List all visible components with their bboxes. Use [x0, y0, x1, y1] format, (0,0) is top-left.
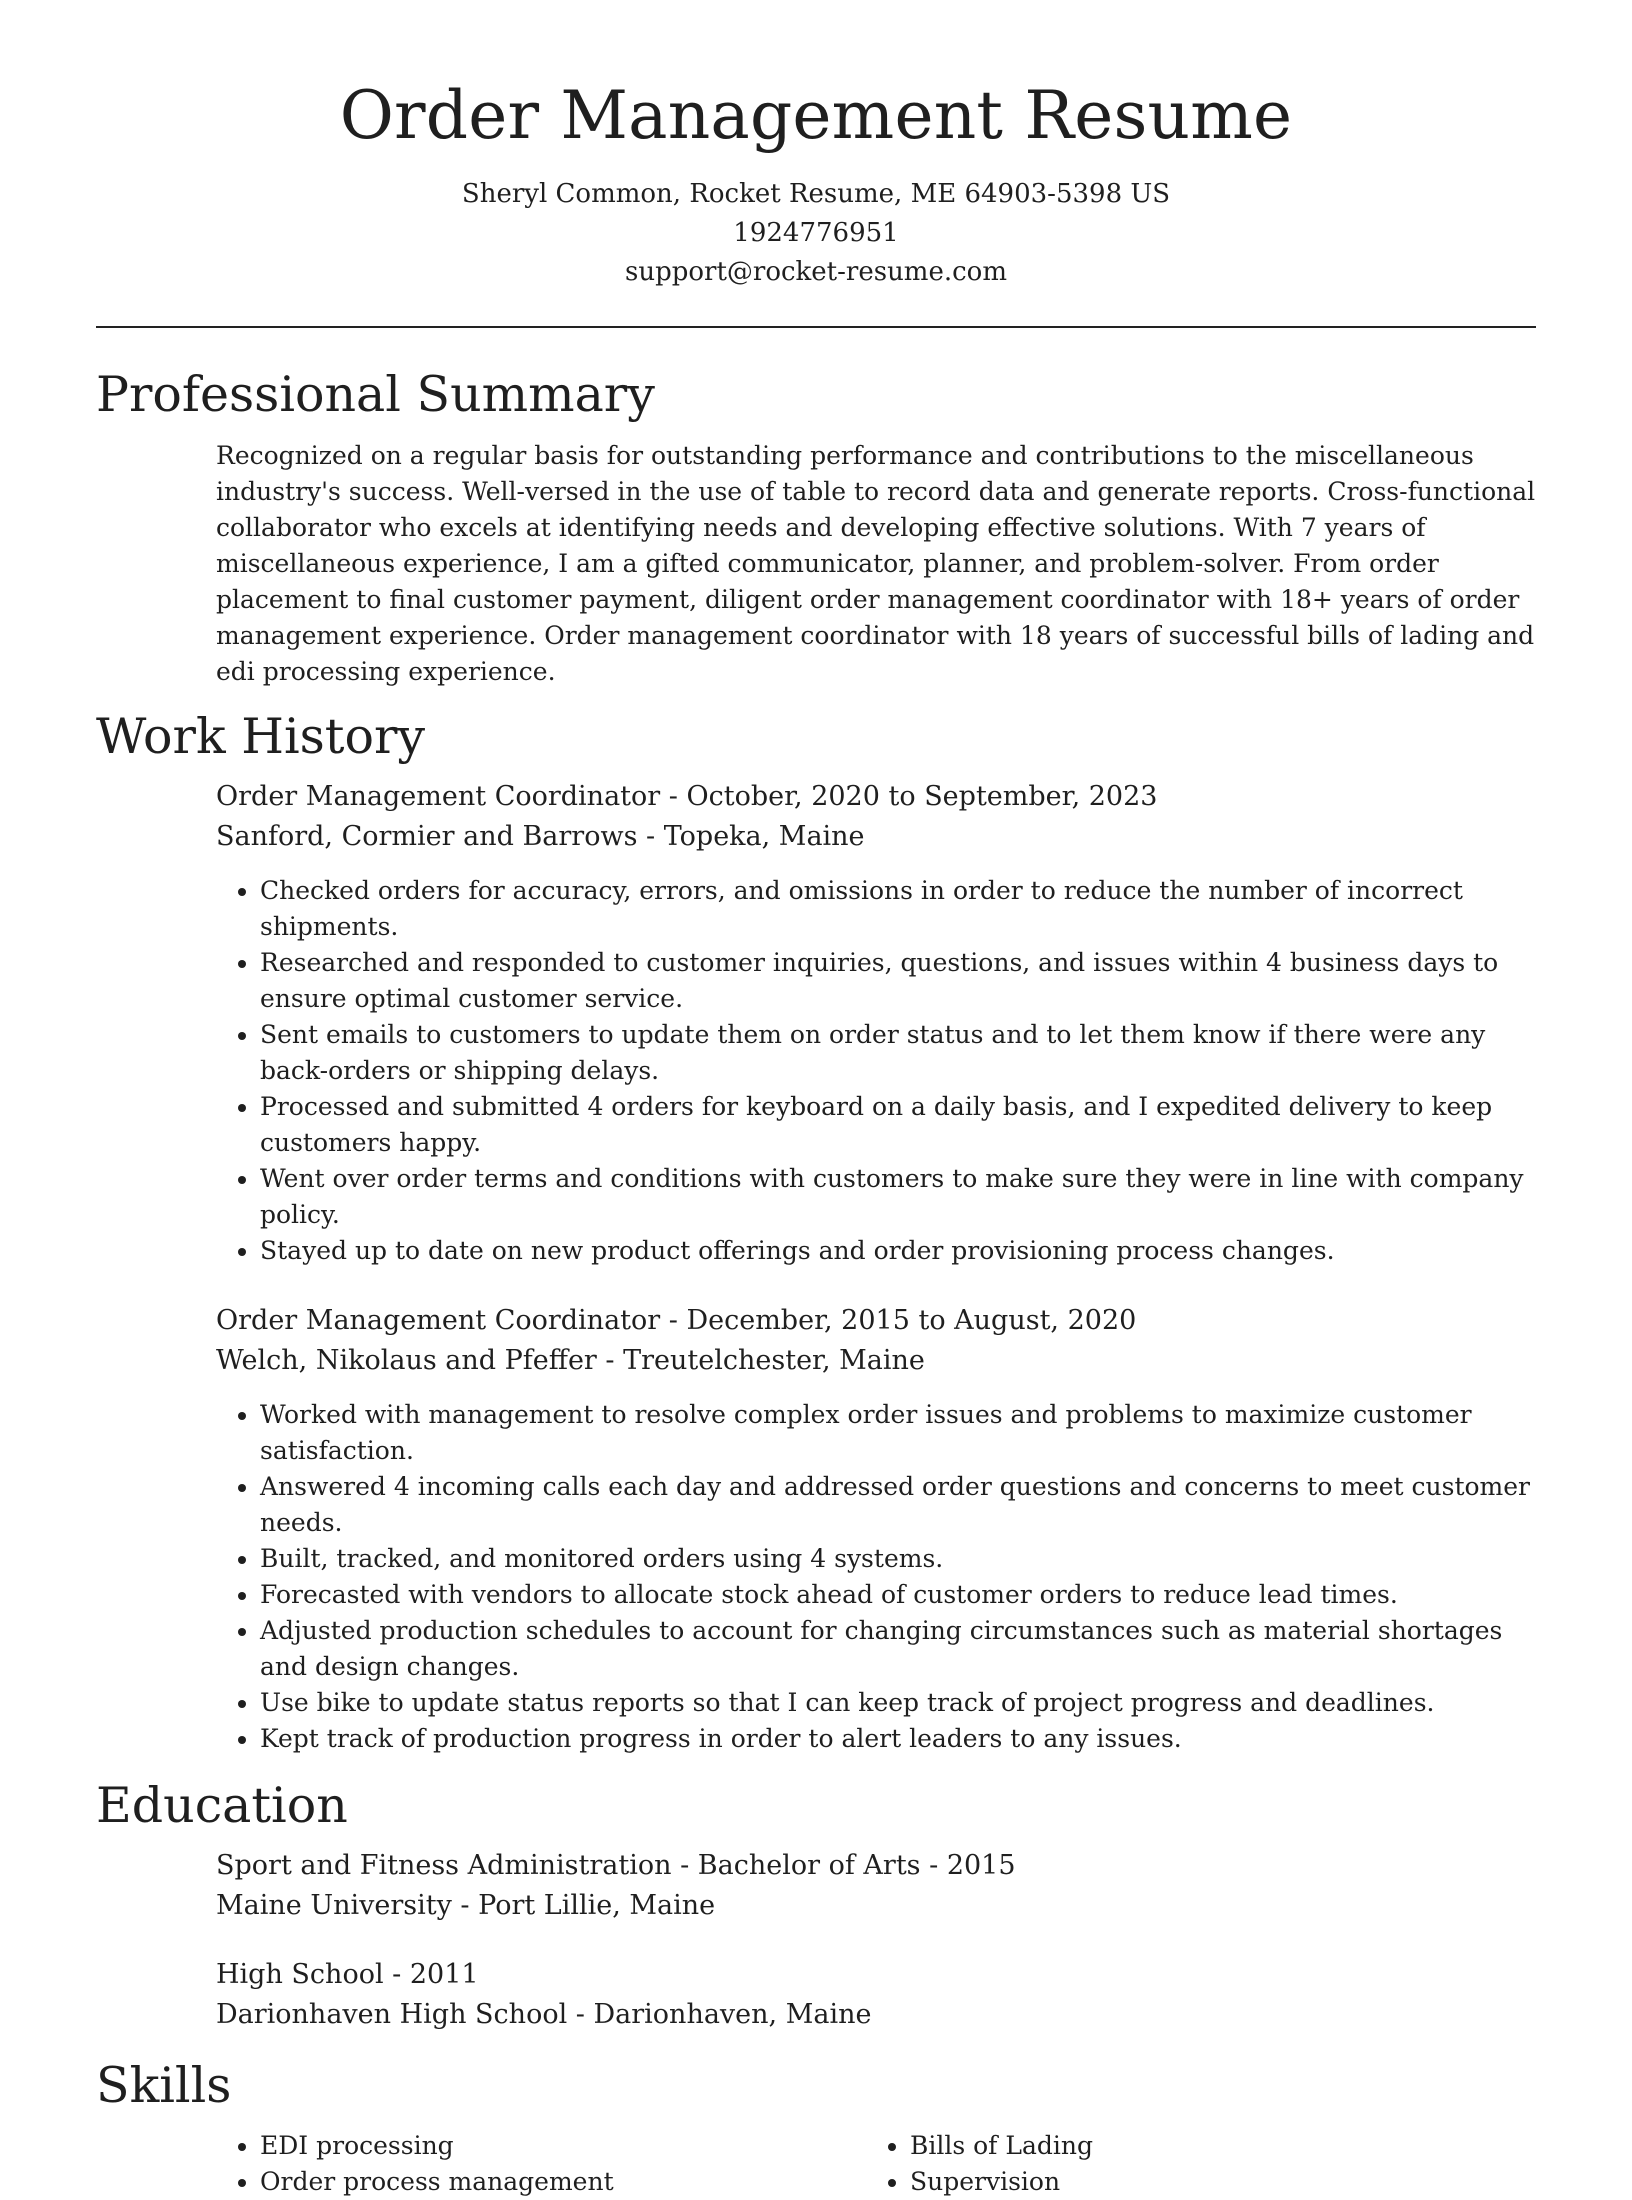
list-item: • Kept track of production progress in order to alert leaders to any issues. [260, 1721, 1536, 1757]
section-heading-work: Work History [96, 708, 426, 766]
education-entry [216, 1955, 1536, 2035]
job-title: Order Management Coordinator [216, 1305, 661, 1337]
education-location: - Darionhaven, Maine [567, 1998, 872, 2030]
list-item: • Order process management [260, 2164, 866, 2200]
list-item: • Went over order terms and conditions with customers to make sure they were in line with company policy. [260, 1161, 1536, 1233]
job-title-line [216, 777, 1536, 817]
job-location: - Topeka, Maine [637, 821, 865, 853]
skills-columns [216, 2116, 1536, 2200]
list-item: • Built, tracked, and monitored orders using 4 systems. [260, 1541, 1536, 1577]
list-item: • Adjusted production schedules to account for changing circumstances such as material shortages and design changes. [260, 1613, 1536, 1685]
contact-info [96, 175, 1536, 292]
work-section [96, 708, 1536, 1757]
list-item: • Forecasted with vendors to allocate stock ahead of customer orders to reduce lead times. [260, 1577, 1536, 1613]
education-school: Maine University [216, 1889, 452, 1921]
job-dates: - October, 2020 to September, 2023 [660, 781, 1158, 813]
list-item: • EDI processing [260, 2128, 866, 2164]
section-heading-summary: Professional Summary [96, 365, 655, 423]
education-school: Darionhaven High School [216, 1998, 568, 2030]
job-entry [216, 1301, 1536, 1757]
education-degree-line [216, 1846, 1536, 1886]
list-item: • Sent emails to customers to update them on order status and to let them know if there were any back-orders or shipping delays. [260, 1017, 1536, 1089]
education-location: - Port Lillie, Maine [451, 1889, 716, 1921]
education-section [96, 1777, 1536, 2035]
job-dates: - December, 2015 to August, 2020 [660, 1305, 1137, 1337]
list-item: • Answered 4 incoming calls each day and addressed order questions and concerns to meet customer needs. [260, 1469, 1536, 1541]
education-degree: High School [216, 1958, 384, 1990]
section-heading-skills: Skills [96, 2056, 232, 2114]
education-entry [216, 1846, 1536, 1926]
list-item: • Stayed up to date on new product offerings and order provisioning process changes. [260, 1233, 1536, 1269]
education-school-line [216, 1886, 1536, 1926]
section-heading-education: Education [96, 1777, 348, 1835]
page-title: Order Management Resume [339, 77, 1293, 154]
job-title: Order Management Coordinator [216, 781, 661, 813]
resume-header [96, 77, 1536, 292]
list-item: • Processed and submitted 4 orders for keyboard on a daily basis, and I expedited delivery to keep customers happy. [260, 1089, 1536, 1161]
summary-text: Recognized on a regular basis for outstanding performance and contributions to the miscellaneous industry's success. Well-versed in the use of table to record data and generate reports. Cross-functional collaborator who excels at identifying needs and developing effective solutions. With 7 years of miscellaneous experience, I am a gifted communicator, planner, and problem-solver. From order placement to final customer payment, diligent order management coordinator with 18+ years of order management experience. Order management coordinator with 18 years of successful bills of lading and edi processing experience. [216, 441, 1536, 687]
job-company-line [216, 817, 1536, 857]
job-company: Sanford, Cormier and Barrows [216, 821, 638, 853]
list-item: • Checked orders for accuracy, errors, and omissions in order to reduce the number of incorrect shipments. [260, 873, 1536, 945]
list-item: • Supervision [910, 2164, 1516, 2200]
job-location: - Treutelchester, Maine [596, 1345, 925, 1377]
contact-phone: 1924776951 [733, 217, 899, 248]
header-divider [96, 326, 1536, 328]
job-title-line [216, 1301, 1536, 1341]
resume-page [96, 77, 1536, 2200]
education-degree-line [216, 1955, 1536, 1995]
education-year: - 2015 [920, 1849, 1016, 1881]
education-year: - 2011 [383, 1958, 479, 1990]
skills-list-left [216, 2128, 866, 2200]
job-company: Welch, Nikolaus and Pfeffer [216, 1345, 597, 1377]
job-entry [216, 777, 1536, 1269]
job-company-line [216, 1341, 1536, 1381]
contact-address: Sheryl Common, Rocket Resume, ME 64903-5398 US [461, 178, 1171, 209]
list-item: • Worked with management to resolve complex order issues and problems to maximize customer satisfaction. [260, 1397, 1536, 1469]
skills-list-right [866, 2128, 1516, 2200]
skills-section [96, 2057, 1536, 2200]
education-school-line [216, 1995, 1536, 2035]
list-item: • Bills of Lading [910, 2128, 1516, 2164]
summary-section [96, 366, 1536, 691]
contact-email: support@rocket-resume.com [624, 256, 1007, 287]
list-item: • Researched and responded to customer inquiries, questions, and issues within 4 business days to ensure optimal customer service. [260, 945, 1536, 1017]
list-item: • Use bike to update status reports so that I can keep track of project progress and deadlines. [260, 1685, 1536, 1721]
job-bullets [216, 1397, 1536, 1757]
job-bullets [216, 873, 1536, 1269]
education-degree: Sport and Fitness Administration - Bachelor of Arts [216, 1849, 921, 1881]
